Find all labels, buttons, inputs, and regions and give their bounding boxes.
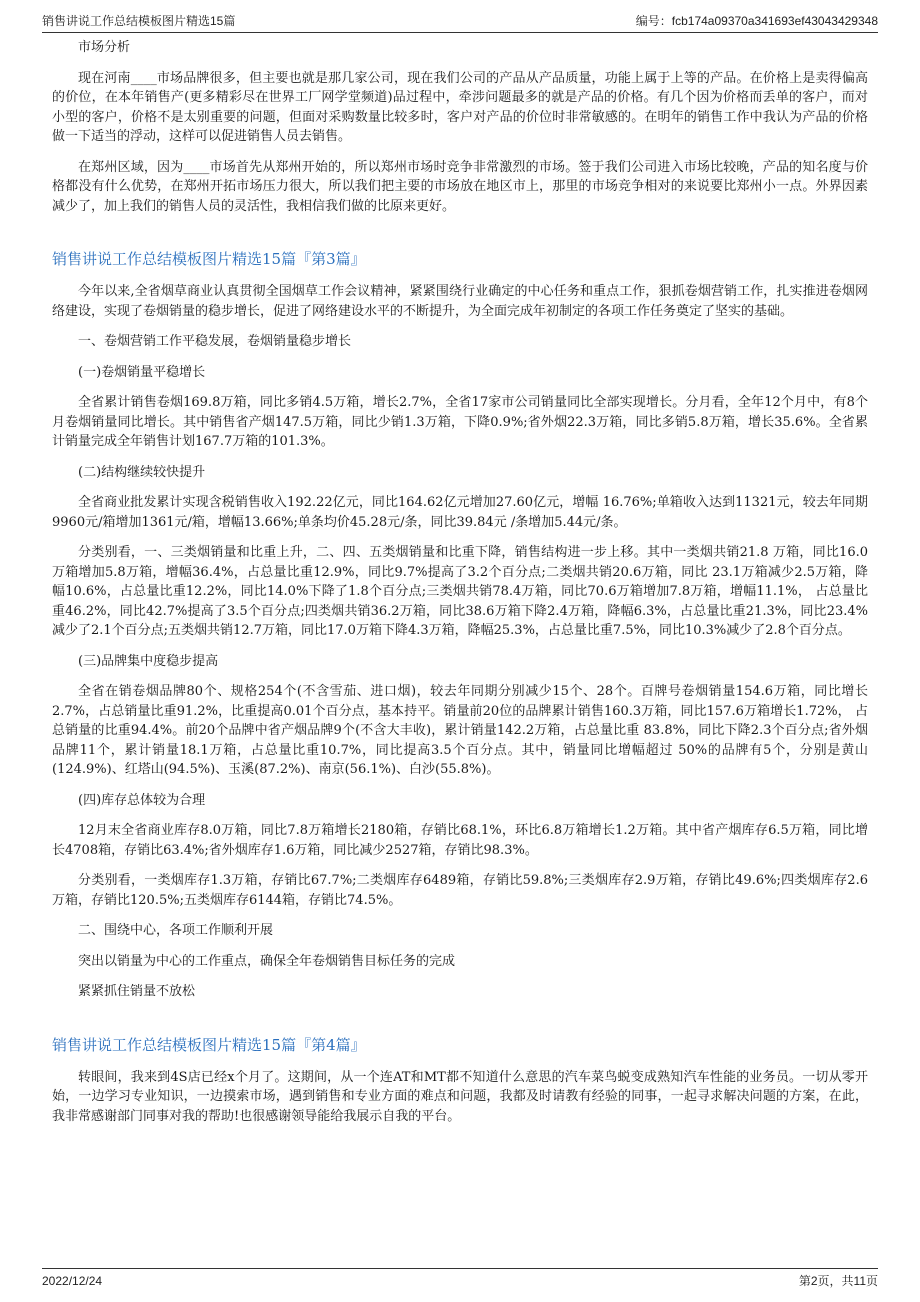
paragraph: 今年以来,全省烟草商业认真贯彻全国烟草工作会议精神，紧紧围绕行业确定的中心任务和重点工作，狠抓卷烟营销工作，扎实推进卷烟网络建设，实现了卷烟销量的稳步增长，促进了网络建设水平的不断提升，为全面完成年初制定的各项工作任务奠定了坚实的基础。 bbox=[52, 284, 868, 319]
subheading: (二)结构继续较快提升 bbox=[78, 464, 206, 480]
subheading: 一、卷烟营销工作平稳发展，卷烟销量稳步增长 bbox=[78, 334, 352, 349]
section-title-3: 销售讲说工作总结模板图片精选15篇『第3篇』 bbox=[52, 250, 366, 268]
paragraph: 全省累计销售卷烟169.8万箱，同比多销4.5万箱，增长2.7%，全省17家市公司销量同比全部实现增长。分月看，全年12个月中，有8个月卷烟销量同比增长。其中销售省产烟147.5万箱，同比少销1.3万箱，下降0.9%;省外烟22.3万箱，同比多销5.8万箱，增长35.6%。全省累计销量完成全年销售计划167.7万箱的101.3%。 bbox=[52, 395, 868, 449]
subheading: (四)库存总体较为合理 bbox=[78, 792, 206, 808]
footer-date: 2022/12/24 bbox=[42, 1274, 103, 1288]
paragraph: 全省商业批发累计实现含税销售收入192.22亿元，同比164.62亿元增加27.60亿元，增幅 16.76%;单箱收入达到11321元，较去年同期9960元/箱增加1361元/箱，增幅13.66%;单条均价45.28元/条，同比39.84元 /条增加5.44元/条。 bbox=[52, 495, 868, 530]
paragraph: 在郑州区域，因为____市场首先从郑州开始的，所以郑州市场时竞争非常激烈的市场。签于我们公司进入市场比较晚，产品的知名度与价格都没有什么优势，在郑州开拓市场压力很大，所以我们把主要的市场放在地区市上，那里的市场竞争相对的来说要比郑州小一点。外界因素减少了，加上我们的销售人员的灵活性，我相信我们做的比原来更好。 bbox=[52, 159, 868, 214]
paragraph: 分类别看，一、三类烟销量和比重上升，二、四、五类烟销量和比重下降，销售结构进一步上移。其中一类烟共销21.8 万箱，同比16.0万箱增加5.8万箱，增幅36.4%，占总量比重12.9%，同比9.7%提高了3.2个百分点;二类烟共销20.6万箱，同比 23.1万箱减少2.5万箱，降幅10.6%，占总量比重12.2%，同比14.0%下降了1.8个百分点;三类烟共销78.4万箱，同比70.6万箱增加7.8万箱，增幅11.1%， 占总量比重46.2%，同比42.7%提高了3.5个百分点;四类烟共销36.2万箱，同比38.6万箱下降2.4万箱，降幅6.3%，占总量比重21.3%，同比23.4%减少了2.1个百分点;五类烟共销12.7万箱，同比17.0万箱下降4.3万箱，降幅25.3%，占总量比重7.5%，同比10.3%减少了2.8个百分点。 bbox=[52, 545, 868, 638]
subheading: 紧紧抓住销量不放松 bbox=[78, 984, 196, 999]
paragraph: 全省在销卷烟品牌80个、规格254个(不含雪茄、进口烟)，较去年同期分别减少15个、28个。百牌号卷烟销量154.6万箱，同比增长2.7%，占总销量比重91.2%，比重提高0.01个百分点，基本持平。销量前20位的品牌累计销售160.3万箱，同比157.6万箱增长1.72%， 占总销量的比重94.4%。前20个品牌中省产烟品牌9个(不含大丰收)，累计销量142.2万箱，占总量比重 83.8%，同比下降2.3个百分点;省外烟品牌11个，累计销量18.1万箱，占总量比重10.7%，同比提高3.5个百分点。其中，销量同比增幅超过 50%的品牌有5个，分别是黄山(124.9%)、红塔山(94.5%)、玉溪(87.2%)、南京(56.1%)、白沙(55.8%)。 bbox=[52, 684, 868, 777]
footer-page-info: 第2页，共11页 bbox=[798, 1274, 878, 1288]
paragraph: 转眼间，我来到4S店已经x个月了。这期间，从一个连AT和MT都不知道什么意思的汽车菜鸟蜕变成熟知汽车性能的业务员。一切从零开始，一边学习专业知识，一边摸索市场，遇到销售和专业方面的难点和问题，我都及时请教有经验的同事，一起寻求解决问题的方案，在此，我非常感谢部门同事对我的帮助!也很感谢领导能给我展示自我的平台。 bbox=[52, 1069, 868, 1124]
page-header bbox=[42, 10, 878, 33]
subheading: 二、围绕中心，各项工作顺利开展 bbox=[78, 923, 274, 938]
market-analysis-heading: 市场分析 bbox=[78, 40, 131, 55]
header-doc-title: 销售讲说工作总结模板图片精选15篇 bbox=[42, 14, 236, 28]
section-title-4: 销售讲说工作总结模板图片精选15篇『第4篇』 bbox=[52, 1035, 366, 1054]
paragraph: 分类别看，一类烟库存1.3万箱，存销比67.7%;二类烟库存6489箱，存销比59.8%;三类烟库存2.9万箱，存销比49.6%;四类烟库存2.6万箱，存销比120.5%;五类烟库存6144箱，存销比74.5%。 bbox=[52, 873, 868, 908]
document-body bbox=[52, 38, 868, 1137]
header-doc-code: 编号：fcb174a09370a341693ef43043429348 bbox=[635, 14, 878, 28]
subheading: 突出以销量为中心的工作重点，确保全年卷烟销售目标任务的完成 bbox=[78, 953, 456, 969]
page-footer bbox=[42, 1268, 878, 1289]
subheading: (三)品牌集中度稳步提高 bbox=[78, 653, 219, 669]
paragraph: 12月末全省商业库存8.0万箱，同比7.8万箱增长2180箱，存销比68.1%，环比6.8万箱增长1.2万箱。其中省产烟库存6.5万箱，同比增长4708箱，存销比63.4%;省外烟库存1.6万箱，同比减少2527箱，存销比98.3%。 bbox=[52, 823, 868, 858]
subheading: (一)卷烟销量平稳增长 bbox=[78, 364, 206, 380]
paragraph: 现在河南____市场品牌很多，但主要也就是那几家公司，现在我们公司的产品从产品质量，功能上属于上等的产品。在价格上是卖得偏高的价位，在本年销售产(更多精彩尽在世界工厂网学堂频道)品过程中，牵涉问题最多的就是产品的价格。有几个因为价格而丢单的客户，而对小型的客户，价格不是太别重要的问题，但面对采购数量比较多时，客户对产品的价位时非常敏感的。在明年的销售工作中我认为产品的价格做一下适当的浮动，这样可以促进销售人员去销售。 bbox=[52, 70, 868, 144]
